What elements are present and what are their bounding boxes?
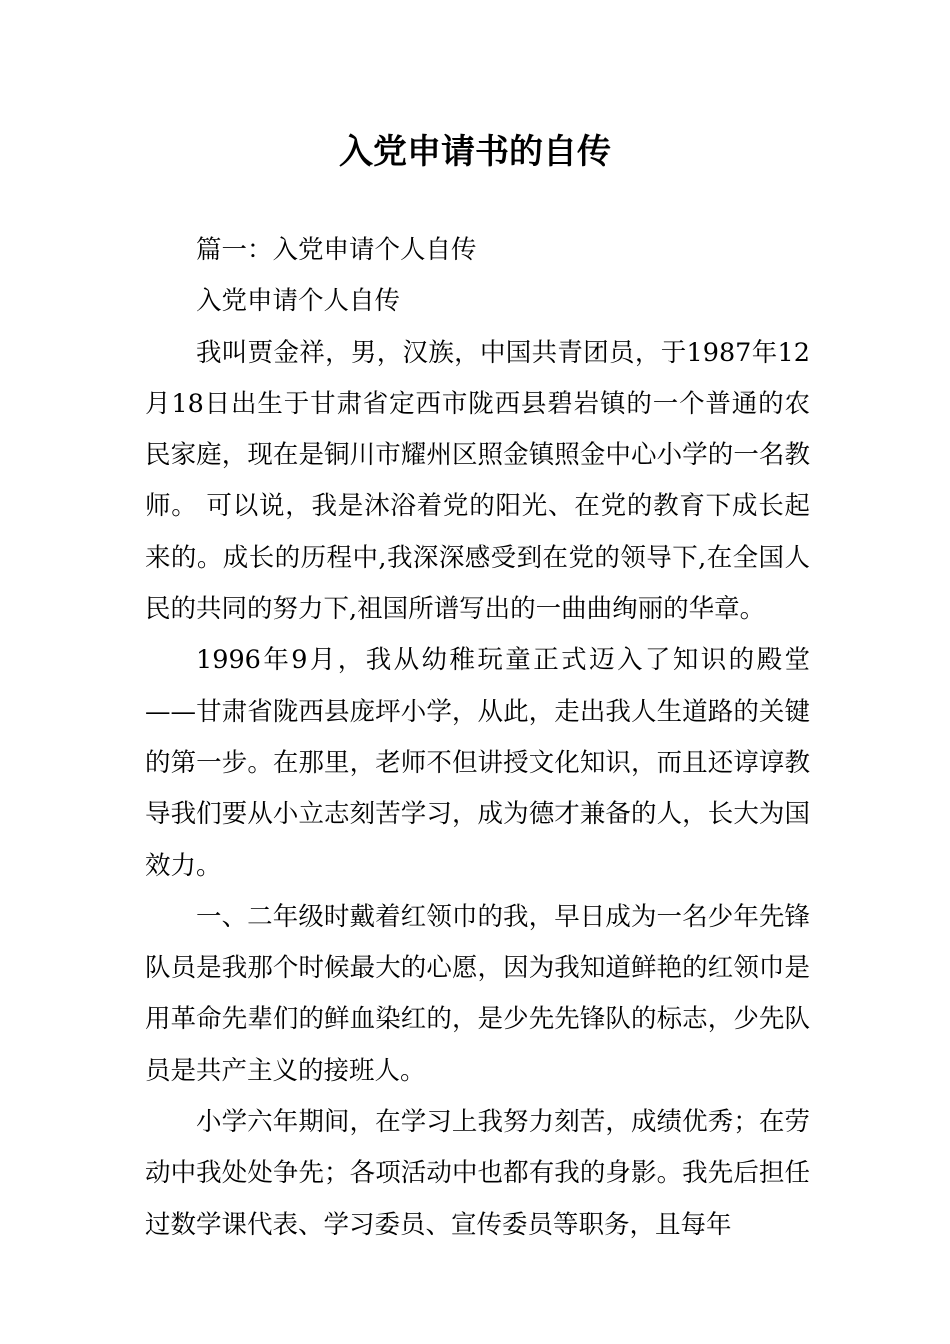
paragraph-subtitle: 入党申请个人自传	[196, 286, 401, 317]
paragraph: 小学六年期间，在学习上我努力刻苦，成绩优秀；在劳动中我处处争先；各项活动中也都有我的身影。我先后担任过数学课代表、学习委员、宣传委员等职务，且每年	[145, 1107, 810, 1240]
paragraph: 一、二年级时戴着红领巾的我，早日成为一名少年先锋队员是我那个时候最大的心愿，因为我知道鲜艳的红领巾是用革命先辈们的鲜血染红的，是少先先锋队的标志，少先队员是共产主义的接班人。	[145, 901, 810, 1086]
paragraph-section-heading: 篇一：入党申请个人自传	[196, 235, 477, 265]
paragraph: 1996年9月，我从幼稚玩童正式迈入了知识的殿堂——甘肃省陇西县庞坪小学，从此，走出我人生道路的关键的第一步。在那里，老师不但讲授文化知识，而且还谆谆教导我们要从小立志刻苦学习，成为德才兼备的人，长大为国效力。	[145, 645, 810, 881]
document-title: 入党申请书的自传	[339, 132, 611, 172]
document-body	[145, 225, 810, 1251]
paragraph: 我叫贾金祥，男，汉族，中国共青团员，于1987年12月18日出生于甘肃省定西市陇西县碧岩镇的一个普通的农民家庭，现在是铜川市耀州区照金镇照金中心小学的一名教师。 可以说，我是沐浴着党的阳光、在党的教育下成长起来的。成长的历程中,我深深感受到在党的领导下,在全国人民的共同的努力下,祖国所谱写出的一曲曲绚丽的华章。	[145, 337, 810, 625]
